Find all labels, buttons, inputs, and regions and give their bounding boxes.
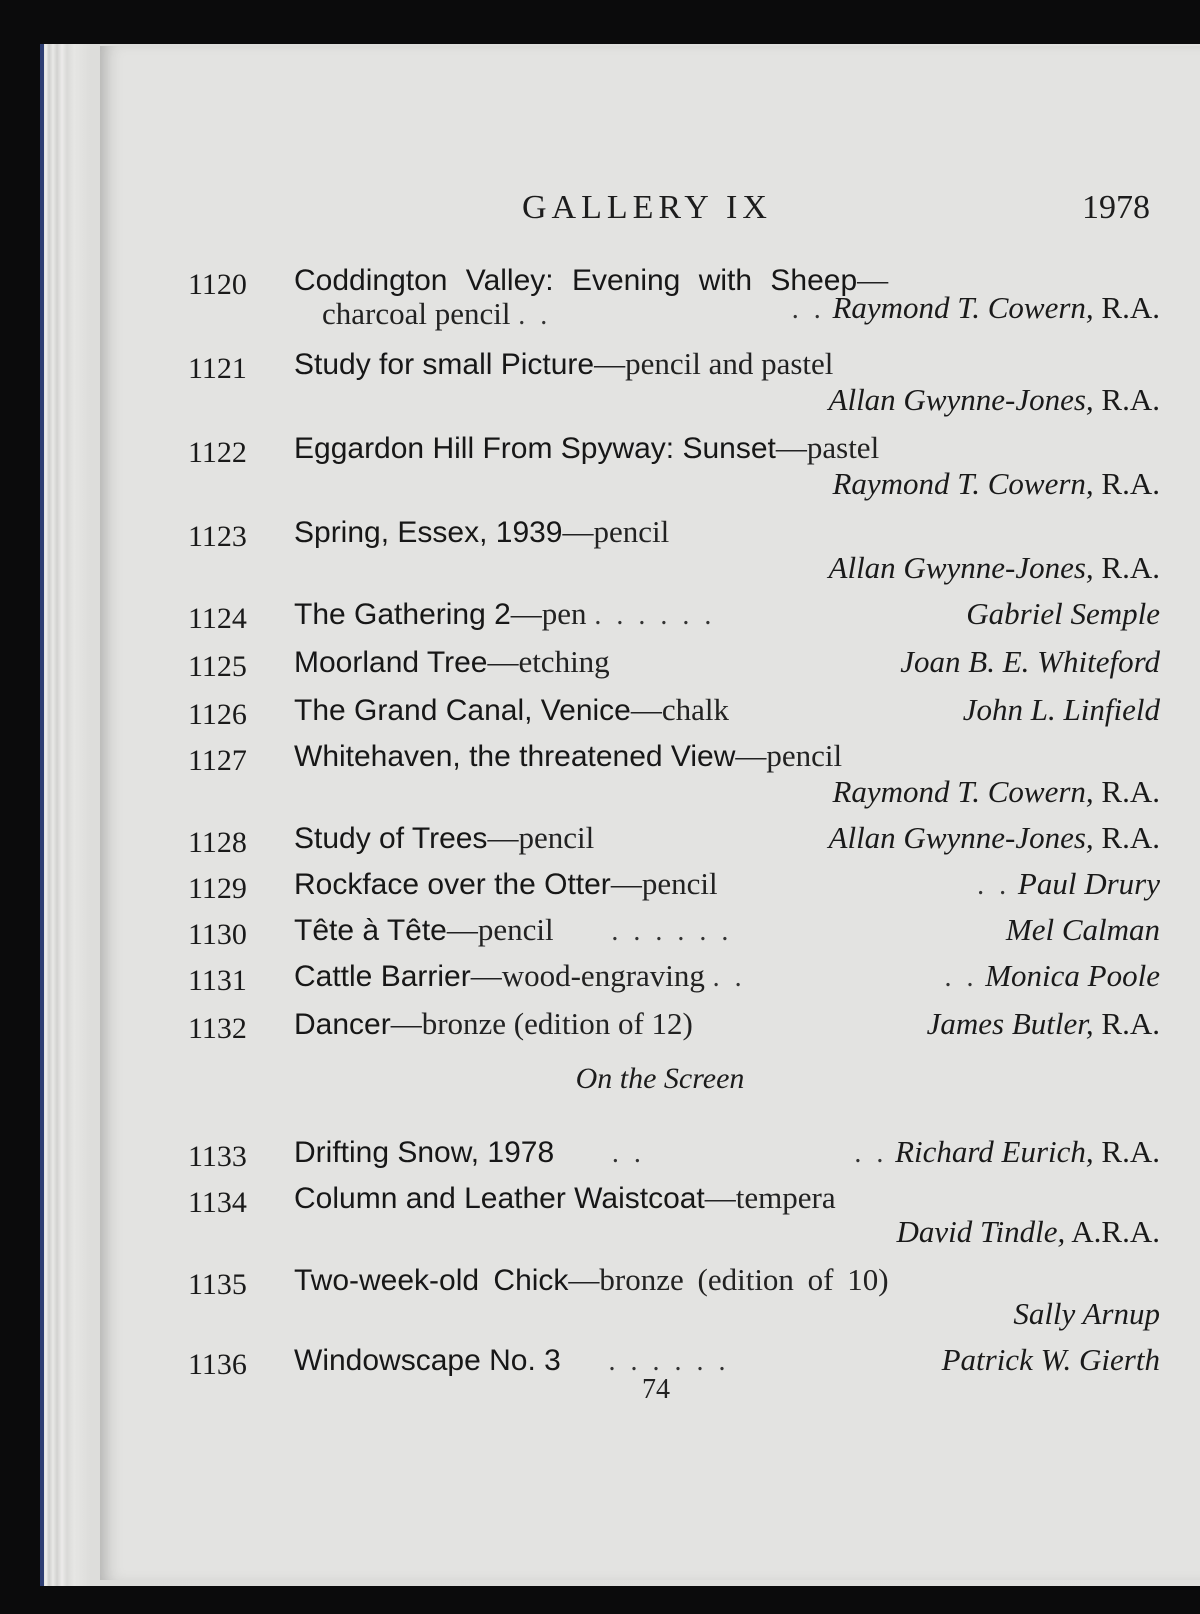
entry-number: 1136 <box>188 1348 247 1381</box>
entry-artist <box>829 382 1160 418</box>
entry-title: Spring, Essex, 1939 <box>294 516 563 549</box>
entry-artist <box>829 550 1160 586</box>
entry-title: Eggardon Hill From Spyway: Sunset <box>294 432 776 465</box>
entry-number: 1129 <box>188 872 247 905</box>
entry-title: Two-week-old Chick <box>294 1264 569 1297</box>
entry-title: Dancer <box>294 1008 391 1041</box>
entry-artist <box>896 1214 1160 1250</box>
entry-medium: pencil <box>593 514 670 549</box>
artist-name: Gabriel Semple <box>966 596 1160 631</box>
dash: — <box>510 596 542 631</box>
artist-suffix: R.A. <box>1101 550 1160 585</box>
leader-dots: . . . . . . <box>611 916 733 947</box>
artist-name: David Tindle, <box>896 1214 1066 1249</box>
entry-medium: etching <box>518 644 610 679</box>
entry-continuation <box>322 296 551 332</box>
entry-number: 1131 <box>188 964 247 997</box>
dash: — <box>610 866 642 901</box>
entry-medium: pencil <box>641 866 718 901</box>
entry-medium: pencil <box>477 912 554 947</box>
entry-number: 1132 <box>188 1012 247 1045</box>
entry-line <box>294 430 1160 466</box>
artist-name: Sally Arnup <box>1013 1296 1160 1331</box>
leader-dots: . . <box>611 1138 645 1169</box>
artist-name: Patrick W. Gierth <box>941 1342 1160 1377</box>
entry-number: 1133 <box>188 1140 247 1173</box>
dash: — <box>568 1262 600 1297</box>
artist-suffix: R.A. <box>1101 1134 1160 1169</box>
dash: — <box>630 692 662 727</box>
leader-dots: . . <box>712 962 746 993</box>
entry-medium: tempera <box>735 1180 836 1215</box>
artist-suffix: R.A. <box>1101 774 1160 809</box>
entry-number: 1125 <box>188 650 247 683</box>
leader-dots: . . <box>518 300 552 331</box>
dash: — <box>390 1006 422 1041</box>
entry-line <box>294 346 1160 382</box>
entry-title: Column and Leather Waistcoat <box>294 1182 705 1215</box>
gallery-title: GALLERY IX <box>522 189 772 226</box>
entry-title: Study for small Picture <box>294 348 595 381</box>
entry-title: Rockface over the Otter <box>294 868 611 901</box>
entry-artist <box>792 290 1160 326</box>
entry-artist <box>829 820 1160 856</box>
artist-suffix: A.R.A. <box>1071 1214 1160 1249</box>
entry-line <box>294 738 1160 774</box>
entry-title: Moorland Tree <box>294 646 488 679</box>
entry-medium: pastel <box>806 430 880 465</box>
entry-medium: pencil <box>766 738 843 773</box>
entry-title: The Gathering 2 <box>294 598 511 631</box>
entry-medium: pen <box>541 596 587 631</box>
dash: — <box>775 430 807 465</box>
leader-dots: . . . . . . <box>608 1346 730 1377</box>
entry-artist <box>832 466 1160 502</box>
entry-title: Cattle Barrier <box>294 960 471 993</box>
entry-title: Windowscape No. 3 <box>294 1344 561 1377</box>
entry-medium: pencil and pastel <box>625 346 834 381</box>
entry-title: Drifting Snow, 1978 <box>294 1136 555 1169</box>
entry-artist <box>966 596 1160 632</box>
entry-artist <box>900 644 1160 680</box>
leader-dots: . . <box>791 294 825 325</box>
artist-suffix: R.A. <box>1101 290 1160 325</box>
artist-suffix: R.A. <box>1101 1006 1160 1041</box>
entry-number: 1121 <box>188 352 247 385</box>
artist-name: Joan B. E. Whiteford <box>900 644 1160 679</box>
entry-artist <box>963 692 1160 728</box>
entry-number: 1128 <box>188 826 247 859</box>
entry-number: 1127 <box>188 744 247 777</box>
artist-name: Raymond T. Cowern, <box>832 774 1094 809</box>
entry-artist <box>854 1134 1160 1170</box>
entry-medium: pencil <box>518 820 595 855</box>
entry-artist <box>927 1006 1160 1042</box>
entry-medium: bronze (edition of 12) <box>421 1006 693 1041</box>
artist-suffix: R.A. <box>1101 820 1160 855</box>
entry-number: 1134 <box>188 1186 247 1219</box>
leader-dots: . . . . . . <box>594 600 716 631</box>
entry-medium: wood-engraving <box>501 958 705 993</box>
artist-name: Allan Gwynne-Jones, <box>828 382 1094 417</box>
artist-name: Allan Gwynne-Jones, <box>828 820 1094 855</box>
entry-artist <box>942 1342 1160 1378</box>
dash: — <box>704 1180 736 1215</box>
entry-artist <box>1013 1296 1160 1332</box>
section-heading: On the Screen <box>575 1062 745 1095</box>
entry-title: The Grand Canal, Venice <box>294 694 631 727</box>
page-number: 74 <box>642 1374 670 1405</box>
artist-name: Allan Gwynne-Jones, <box>828 550 1094 585</box>
entry-number: 1130 <box>188 918 247 951</box>
entry-number: 1124 <box>188 602 247 635</box>
artist-name: Raymond T. Cowern, <box>832 466 1094 501</box>
leader-dots: . . <box>977 870 1011 901</box>
entry-artist <box>977 866 1160 902</box>
entry-medium: charcoal pencil <box>322 296 511 331</box>
entry-line <box>294 1262 1160 1298</box>
artist-name: Mel Calman <box>1005 912 1160 947</box>
entry-line <box>294 1180 1160 1216</box>
artist-name: Monica Poole <box>985 958 1160 993</box>
dash: — <box>446 912 478 947</box>
entry-line <box>294 514 1160 550</box>
artist-suffix: R.A. <box>1101 382 1160 417</box>
entry-number: 1123 <box>188 520 247 553</box>
artist-name: Richard Eurich, <box>895 1134 1094 1169</box>
dash: — <box>562 514 594 549</box>
dash: — <box>487 820 519 855</box>
entry-number: 1126 <box>188 698 247 731</box>
catalogue-page <box>100 46 1200 1580</box>
artist-name: Paul Drury <box>1017 866 1160 901</box>
leader-dots: . . <box>944 962 978 993</box>
entry-medium: chalk <box>661 692 730 727</box>
dash: — <box>735 738 767 773</box>
artist-name: Raymond T. Cowern, <box>832 290 1094 325</box>
entry-number: 1120 <box>188 268 247 301</box>
entry-title: Tête à Tête <box>294 914 447 947</box>
year: 1978 <box>1082 189 1150 226</box>
dash: — <box>487 644 519 679</box>
artist-name: John L. Linfield <box>962 692 1160 727</box>
entry-artist <box>944 958 1160 994</box>
entry-title: Coddington Valley: Evening with Sheep <box>294 264 858 297</box>
leader-dots: . . <box>854 1138 888 1169</box>
entry-number: 1135 <box>188 1268 247 1301</box>
entry-title: Study of Trees <box>294 822 488 855</box>
dash: — <box>594 346 626 381</box>
artist-suffix: R.A. <box>1101 466 1160 501</box>
entry-number: 1122 <box>188 436 247 469</box>
entry-title: Whitehaven, the threatened View <box>294 740 736 773</box>
artist-name: James Butler, <box>926 1006 1094 1041</box>
entry-artist <box>1006 912 1160 948</box>
dash: — <box>470 958 502 993</box>
page-header <box>100 189 1200 229</box>
entry-artist <box>832 774 1160 810</box>
entry-medium: bronze (edition of 10) <box>599 1262 889 1297</box>
dash: — <box>857 262 889 297</box>
